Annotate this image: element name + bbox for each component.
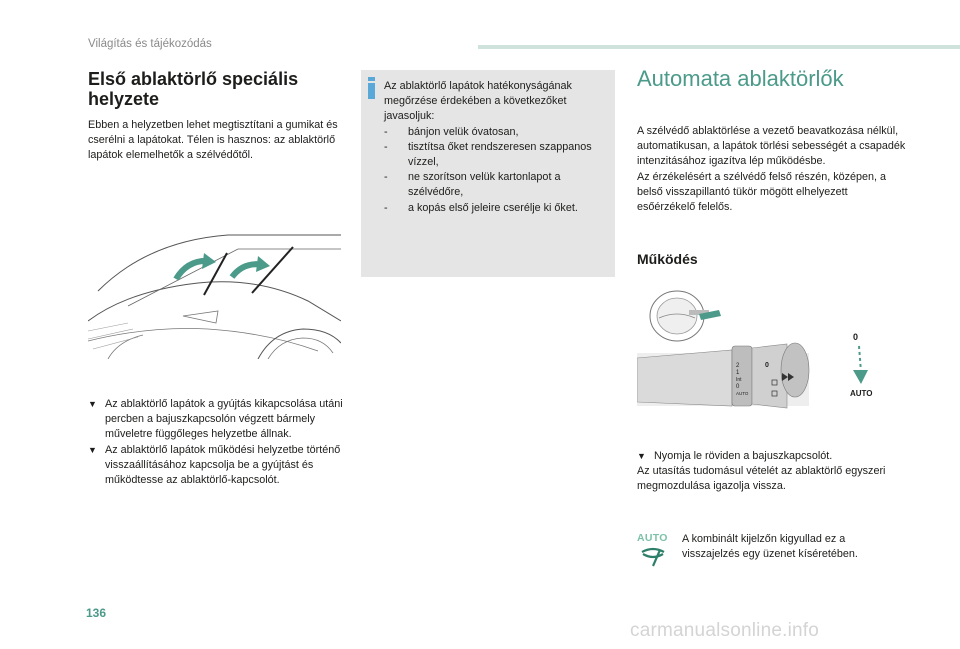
list-item	[384, 125, 609, 140]
list-item	[384, 170, 609, 200]
bullet-mark: ▼	[88, 399, 97, 409]
wiper-stalk-illustration	[637, 280, 882, 412]
info-text	[384, 79, 609, 216]
stalk-scale-2: 2	[736, 363, 740, 369]
auto-indicator-badge: AUTO	[637, 532, 668, 544]
bullet-text: Nyomja le röviden a bajuszkapcsolót.	[654, 450, 833, 462]
confirmation-text: Az utasítás tudomásul vételét az ablaktörlő egyszeri megmozdulása igazolja vissza.	[637, 465, 886, 493]
left-bullet-list	[88, 397, 346, 488]
list-item	[384, 201, 609, 216]
info-item-text: tisztítsa őket rendszeresen szappanos vízzel,	[408, 140, 592, 169]
right-bullet-list	[637, 449, 907, 495]
bullet-mark: ▼	[88, 444, 97, 455]
auto-note: A kombinált kijelzőn kigyullad ez a visszajelzés egy üzenet kíséretében.	[682, 533, 858, 561]
right-section-title: Automata ablaktörlők	[637, 66, 844, 91]
stalk-scale-0: 0	[736, 384, 740, 390]
list-item	[384, 140, 609, 170]
info-intro: Az ablaktörlő lapátok hatékonyságának megőrzése érdekében a következőket javasoljuk:	[384, 80, 572, 123]
stalk-bottom-label: AUTO	[850, 389, 873, 398]
right-intro-paragraph-1: A szélvédő ablaktörlése a vezető beavatkozása nélkül, automatikusan, a lapátok törlési sebességét a csapadék intenzitásához igazítva lép működésbe.	[637, 125, 906, 168]
right-intro-paragraph-2: Az érzékelésért a szélvédő felső részén, középen, a belső visszapillantó tükör mögött elhelyezett esőérzékelő felelős.	[637, 170, 887, 214]
page-number: 136	[86, 606, 107, 620]
dash-mark: -	[384, 171, 388, 184]
dash-mark: -	[384, 201, 388, 214]
list-item	[88, 397, 346, 443]
stalk-scale-auto: AUTO	[736, 391, 749, 396]
stalk-scale-1: 1	[736, 370, 740, 376]
dash-mark: -	[384, 140, 388, 153]
bullet-text: Az ablaktörlő lapátok a gyújtás kikapcsolása utáni percben a bajuszkapcsolón végzett bármely műveletre függőleges helyzetbe állnak.	[105, 398, 343, 441]
auto-wiper-icon	[640, 546, 666, 568]
watermark: carmanualsonline.info	[630, 620, 820, 641]
info-item-text: bánjon velük óvatosan,	[408, 125, 519, 138]
page-title: Első ablaktörlő speciális helyzete	[88, 69, 299, 109]
info-item-text: ne szorítson velük kartonlapot a szélvédőre,	[408, 171, 561, 199]
stalk-top-label: 0	[853, 332, 859, 342]
info-icon	[368, 77, 375, 99]
car-windscreen-illustration	[88, 231, 341, 359]
list-item	[637, 449, 907, 464]
right-intro	[637, 124, 907, 215]
info-item-text: a kopás első jeleire cserélje ki őket.	[408, 201, 578, 214]
stalk-scale-int: Int	[736, 377, 742, 383]
section-header: Világítás és tájékozódás	[88, 38, 212, 50]
dash-mark: -	[384, 125, 388, 138]
left-intro: Ebben a helyzetben lehet megtisztítani a gumikat és cserélni a lapátokat. Télen is hasznos: az ablaktörlő lapátok elemelhetők a szélvédőtől.	[88, 119, 338, 162]
subsection-title: Működés	[637, 251, 698, 267]
bullet-text: Az ablaktörlő lapátok működési helyzetbe történő visszaállításához kapcsolja be a gyújtást és működtesse az ablaktörlő-kapcsolót.	[105, 443, 341, 487]
section-header-bar	[478, 45, 960, 49]
stalk-ring-zero: 0	[765, 362, 769, 369]
bullet-mark: ▼	[637, 451, 646, 461]
list-item	[88, 443, 346, 489]
